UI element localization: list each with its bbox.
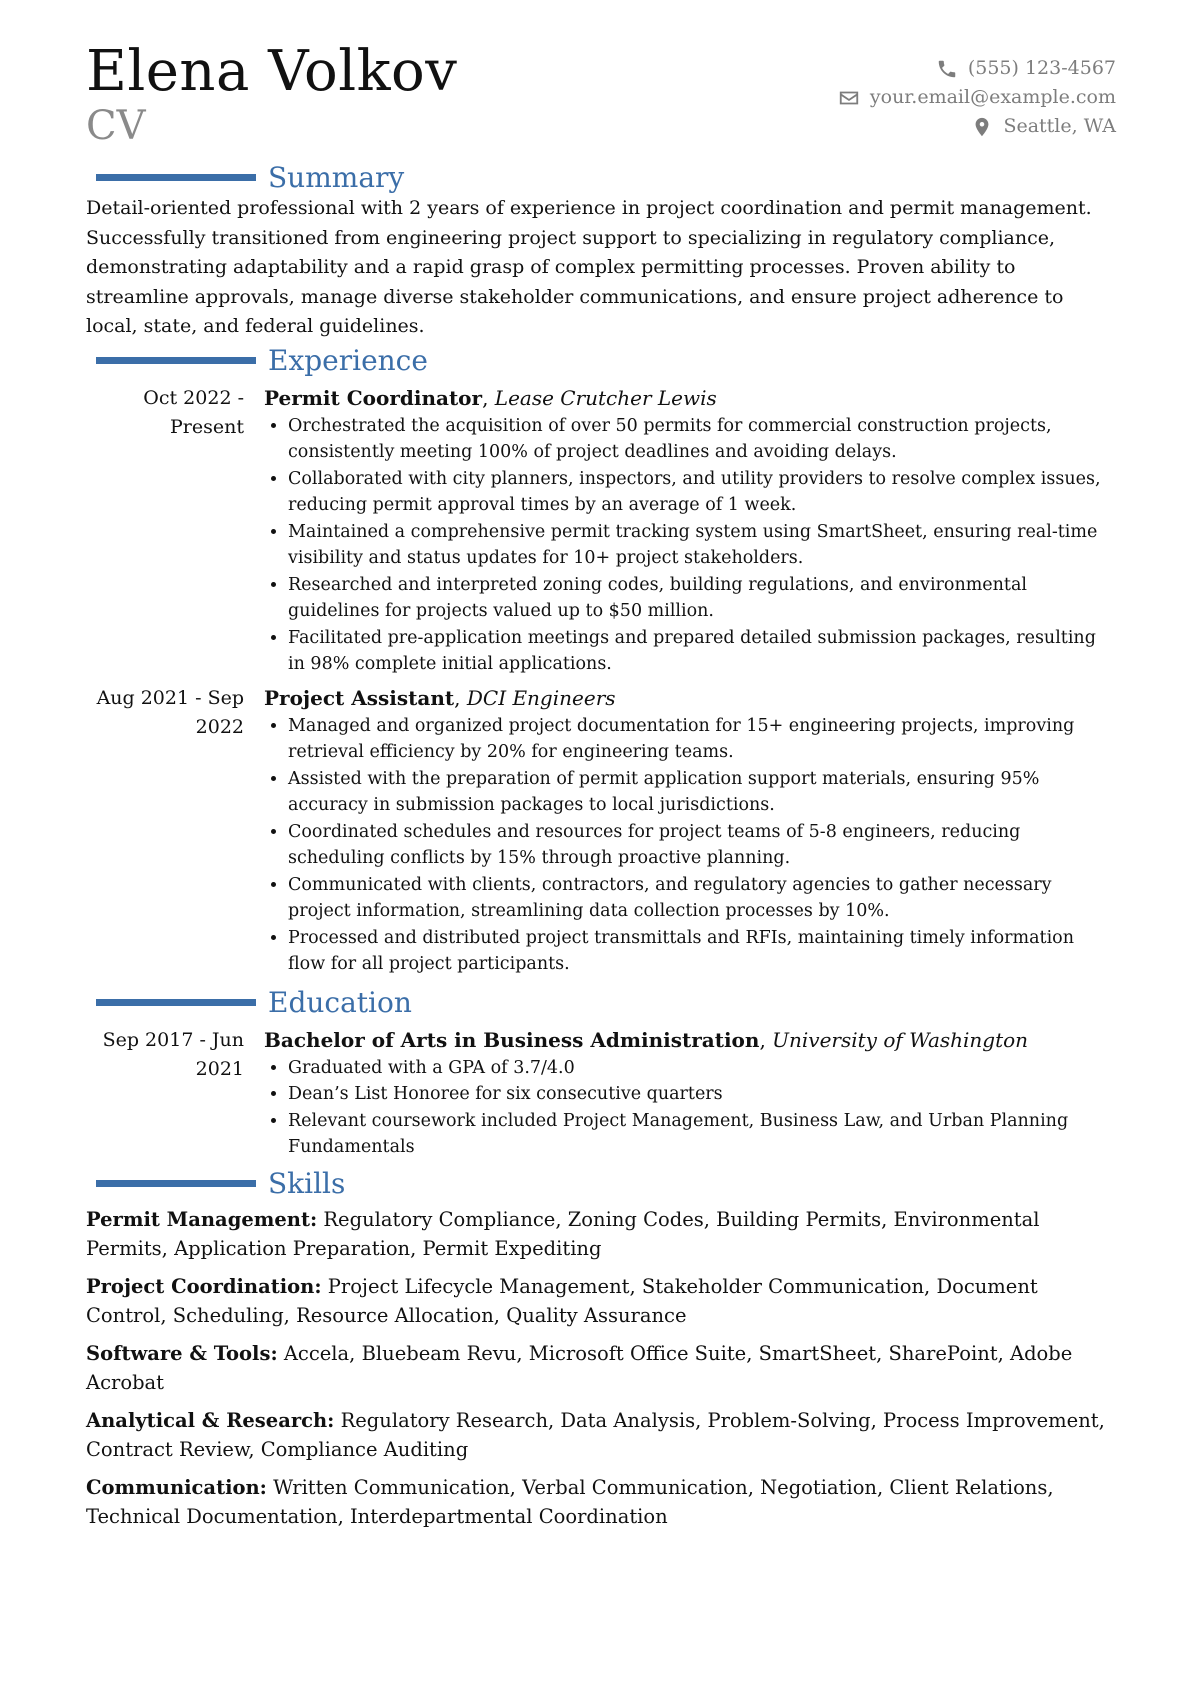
person-name: Elena Volkov <box>86 39 458 104</box>
bullet-item: • Managed and organized project documentation for 15+ engineering projects, improving retrieval efficiency by 20% for engineering teams. <box>288 713 1116 766</box>
contact-phone <box>838 54 1116 83</box>
section-title: Experience <box>268 344 428 377</box>
section-accent-bar <box>96 1180 256 1187</box>
skill-row <box>86 1205 1116 1263</box>
skill-row <box>86 1473 1116 1531</box>
bullet-item: • Coordinated schedules and resources for project teams of 5-8 engineers, reducing scheduling conflicts by 15% through proactive planning. <box>288 819 1116 872</box>
skill-row <box>86 1406 1116 1464</box>
envelope-icon <box>838 87 860 109</box>
skill-label: Analytical & Research: <box>86 1408 335 1432</box>
skill-label: Communication: <box>86 1475 267 1499</box>
entry-date: Sep 2017 - Jun 2021 <box>102 1028 244 1080</box>
skill-text: Regulatory Compliance, Zoning Codes, Building Permits, Environmental Permits, Application Preparation, Permit Expediting <box>86 1207 1040 1260</box>
job-title: Permit Coordinator <box>264 385 483 410</box>
experience-entry <box>86 384 1116 678</box>
contact-location <box>838 112 1116 141</box>
cv-page <box>86 40 1116 1540</box>
section-title: Summary <box>268 160 405 194</box>
phone-icon <box>936 58 958 80</box>
employer-name: Lease Crutcher Lewis <box>494 385 717 410</box>
entry-date: Aug 2021 - Sep 2022 <box>96 686 244 738</box>
bullet-item: • Graduated with a GPA of 3.7/4.0 <box>288 1055 1116 1082</box>
degree-name: Bachelor of Arts in Business Administration <box>264 1027 760 1052</box>
skill-row <box>86 1339 1116 1397</box>
bullet-item: • Relevant coursework included Project Management, Business Law, and Urban Planning Fundamentals <box>288 1108 1116 1161</box>
skill-text: Accela, Bluebeam Revu, Microsoft Office Suite, SmartSheet, SharePoint, Adobe Acrobat <box>86 1341 1073 1394</box>
bullet-item: • Dean’s List Honoree for six consecutive quarters <box>288 1081 1116 1108</box>
entry-title: Project Assistant, DCI Engineers <box>264 685 616 710</box>
location-text: Seattle, WA <box>1003 115 1116 137</box>
bullet-item: • Researched and interpreted zoning codes, building regulations, and environmental guidelines for projects valued up to $50 million. <box>288 572 1116 625</box>
entry-title: Bachelor of Arts in Business Administration, University of Washington <box>264 1027 1029 1052</box>
contact-email <box>838 83 1116 112</box>
skill-label: Software & Tools: <box>86 1341 278 1365</box>
bullet-item: • Orchestrated the acquisition of over 50 permits for commercial construction projects, consistently meeting 100% of project deadlines and avoiding delays. <box>288 413 1116 466</box>
phone-number[interactable]: (555) 123-4567 <box>967 57 1116 79</box>
section-title: Skills <box>268 1167 346 1200</box>
bullet-list <box>264 413 1116 678</box>
entry-body <box>264 1026 1116 1161</box>
education-entry <box>86 1026 1116 1161</box>
summary-paragraph: Detail-oriented professional with 2 years of experience in project coordination and permit management. Successfully transitioned from engineering project support to specializing in regulatory compliance, demonstrating adaptability and a rapid grasp of complex permitting processes. Proven ability to streamline approvals, manage diverse stakeholder communications, and ensure project adherence to local, state, and federal guidelines. <box>86 197 1092 337</box>
bullet-item: • Collaborated with city planners, inspectors, and utility providers to resolve complex issues, reducing permit approval times by an average of 1 week. <box>288 466 1116 519</box>
section-summary-heading <box>86 160 1116 194</box>
skill-label: Permit Management: <box>86 1207 318 1231</box>
entry-body <box>264 384 1116 678</box>
employer-name: DCI Engineers <box>466 685 616 710</box>
skill-text: Regulatory Research, Data Analysis, Problem-Solving, Process Improvement, Contract Review, Compliance Auditing <box>86 1408 1105 1461</box>
section-skills-heading <box>86 1167 1116 1201</box>
job-title: Project Assistant <box>264 685 455 710</box>
entry-title: Permit Coordinator, Lease Crutcher Lewis <box>264 385 717 410</box>
bullet-item: • Processed and distributed project transmittals and RFIs, maintaining timely information flow for all project participants. <box>288 925 1116 978</box>
bullet-item: • Communicated with clients, contractors, and regulatory agencies to gather necessary project information, streamlining data collection processes by 10%. <box>288 872 1116 925</box>
skill-label: Project Coordination: <box>86 1274 322 1298</box>
bullet-list <box>264 1055 1116 1161</box>
bullet-list <box>264 713 1116 978</box>
school-name: University of Washington <box>772 1027 1029 1052</box>
section-accent-bar <box>96 174 256 181</box>
skills-list <box>86 1205 1116 1531</box>
document-subtitle: CV <box>86 103 146 149</box>
bullet-item: • Assisted with the preparation of permit application support materials, ensuring 95% accuracy in submission packages to local jurisdictions. <box>288 766 1116 819</box>
section-title: Education <box>268 986 412 1019</box>
email-address[interactable]: your.email@example.com <box>869 86 1116 108</box>
bullet-item: • Facilitated pre-application meetings and prepared detailed submission packages, resulting in 98% complete initial applications. <box>288 625 1116 678</box>
section-experience-heading <box>86 344 1116 378</box>
skill-text: Written Communication, Verbal Communication, Negotiation, Client Relations, Technical Documentation, Interdepartmental Coordination <box>86 1475 1054 1528</box>
skill-row <box>86 1272 1116 1330</box>
entry-date: Oct 2022 - Present <box>143 386 244 438</box>
section-accent-bar <box>96 357 256 364</box>
section-accent-bar <box>96 999 256 1006</box>
skill-text: Project Lifecycle Management, Stakeholder Communication, Document Control, Scheduling, Resource Allocation, Quality Assurance <box>86 1274 1038 1327</box>
contact-block <box>838 54 1116 141</box>
bullet-item: • Maintained a comprehensive permit tracking system using SmartSheet, ensuring real-time visibility and status updates for 10+ project stakeholders. <box>288 519 1116 572</box>
entry-body <box>264 684 1116 978</box>
map-pin-icon <box>971 116 993 138</box>
section-education-heading <box>86 986 1116 1020</box>
experience-entry <box>86 684 1116 978</box>
cv-header <box>86 40 1116 160</box>
